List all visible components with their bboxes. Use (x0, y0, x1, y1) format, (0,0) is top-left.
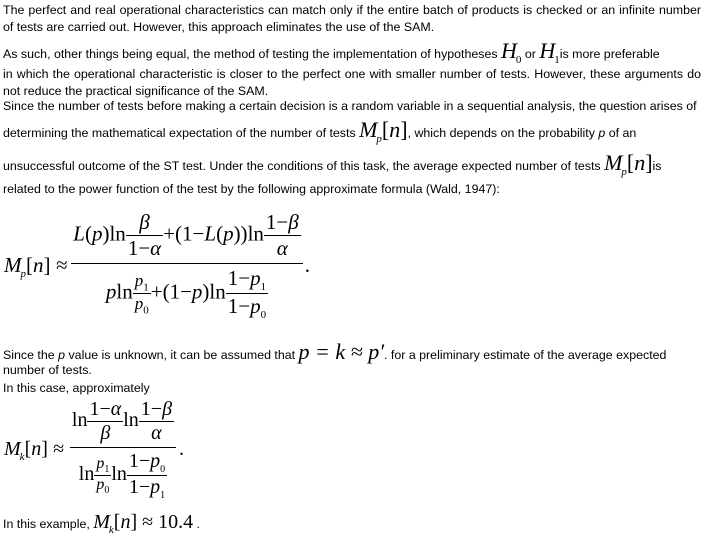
paragraph-3-line1: Since the number of tests before making a certain decision is a random variable in a sequential analysis, the question arises of (3, 99, 697, 113)
paragraph-2 (3, 38, 701, 68)
p3-text-e: unsuccessful outcome of the ST test. Under the conditions of this task, the average expected number of tests (3, 159, 601, 173)
hypothesis-h0: $H_0$ (501, 38, 522, 66)
p3-text-d: of an (608, 126, 637, 140)
paragraph-3-line4: related to the power function of the test by the following approximate formula (Wald, 1947): (3, 182, 500, 196)
p3-p: p (598, 126, 606, 140)
p2-text-a: As such, other things being equal, the method of testing the implementation of hypotheses (3, 47, 498, 61)
expectation-mp-n: $M_p[n]$ (359, 117, 408, 145)
paragraph-2-cont: in which the operational characteristic is closer to the perfect one with smaller number of tests. However, these arguments do not reduce the practical significance of the SAM. (3, 67, 701, 98)
example-value: 10.4 (158, 511, 194, 533)
paragraph-3-line3 (3, 150, 701, 180)
p4-text-b: value is unknown, it can be assumed that (68, 348, 296, 362)
paragraph-5: In this case, approximately (3, 381, 150, 395)
p2-or: or (524, 47, 536, 61)
p3-text-b: determining the mathematical expectation of the number of tests (3, 126, 356, 140)
p3-text-f: is (652, 159, 662, 173)
eq1-lhs: $M_p[n]$ ≈ (4, 253, 68, 281)
p4-text-c: . for a preliminary estimate of the average expected (384, 348, 667, 362)
p6-text-a: In this example, (3, 517, 90, 531)
eq1-main-fraction: L(p)ln $\frac{\beta}{1-\alpha}$ +(1−L(p))ln $\frac{1-\beta}{\alpha}$ pln $\frac{p_1}{p_0}$ +(1−p)ln $\frac{1-p_1}{1-p_0}$ (71, 210, 302, 321)
example-result: $M_k[n] \approx 10.4$ (93, 511, 194, 536)
paragraph-3-line2 (3, 117, 701, 147)
p3-text-c: , which depends on the probability (407, 126, 595, 140)
paragraph-1: The perfect and real operational characteristics can match only if the entire batch of products is checked or an infinite number of tests are carried out. However, this approach eliminates the use of the SAM. (3, 3, 701, 34)
equation-wald-mp: $M_p[n]$ ≈ L(p)ln $\frac{\beta}{1-\alpha}$ +(1−L(p))ln $\frac{1-\beta}{\alpha}$ pln $\frac{p_1}{p_0}$ +(1−p)ln $\frac{1-p_1}{1-p_0}$ . (4, 210, 310, 322)
eq2-main-fraction: ln $\frac{1-\alpha}{\beta}$ ln $\frac{1-\beta}{\alpha}$ ln $\frac{p_1}{p_0}$ ln $\frac{1-p_0}{1-p_1}$ (70, 398, 176, 501)
paragraph-6: In this example, $M_k[n] \approx 10.4$ . (3, 511, 200, 536)
p2-text-b: is more preferable (559, 47, 660, 61)
hypothesis-h1: $H_1$ (539, 38, 560, 66)
paragraph-4-cont: number of tests. (3, 363, 92, 377)
eq2-lhs: $M_k[n]$ ≈ (4, 438, 64, 463)
equation-mk: $M_k[n]$ ≈ ln $\frac{1-\alpha}{\beta}$ ln $\frac{1-\beta}{\alpha}$ ln $\frac{p_1}{p_0}$ ln $\frac{1-p_0}{1-p_1}$ . (4, 398, 185, 501)
p4-text-a: Since the (3, 348, 55, 362)
p4-p: p (58, 348, 66, 362)
assumption-expr: p = k ≈ p′ (298, 339, 385, 364)
expectation-mp-n-2: $M_p[n]$ (604, 150, 653, 178)
